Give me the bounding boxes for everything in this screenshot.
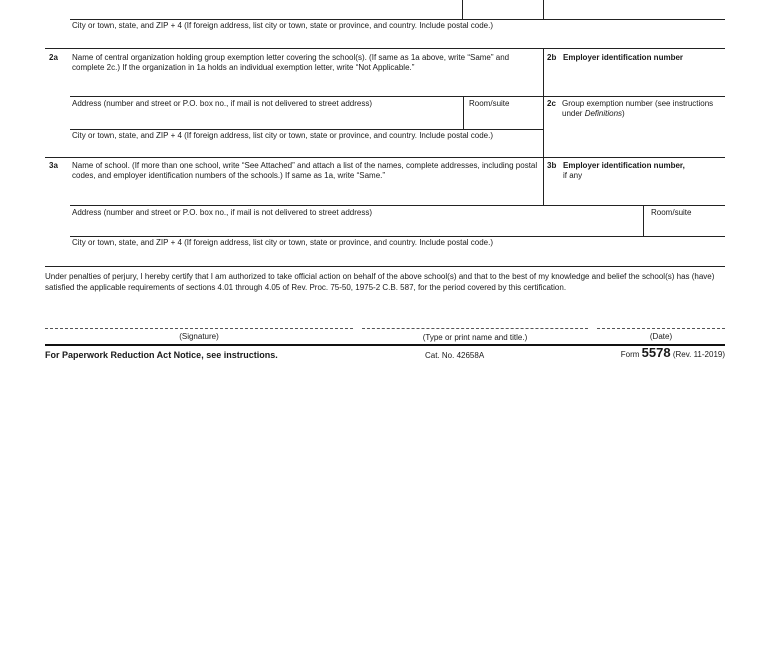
employer-id-field-2b[interactable]: [543, 48, 725, 96]
signature-label: (Signature): [179, 332, 219, 341]
divider: [70, 19, 725, 20]
divider: [45, 266, 725, 267]
divider: [462, 0, 463, 19]
line-2c-label: Group exemption number (see instructions under Definitions): [562, 99, 714, 118]
signature-field[interactable]: [45, 312, 353, 328]
line-3b-sublabel: if any: [563, 171, 583, 180]
line-3b-number: 3b: [547, 161, 557, 170]
line-2c-number: 2c: [547, 99, 556, 108]
line-2a-number: 2a: [49, 53, 58, 62]
name-title-label: (Type or print name and title.): [422, 333, 528, 342]
group-exemption-field-2c[interactable]: [543, 96, 725, 157]
city-field-2[interactable]: [70, 129, 543, 157]
employer-id-field-3b[interactable]: [543, 157, 725, 205]
address-field-2[interactable]: [70, 96, 463, 129]
name-title-field[interactable]: [362, 312, 588, 328]
date-line: [597, 328, 725, 329]
line-2b-label: Employer identification number: [563, 53, 684, 62]
city-field-1[interactable]: [70, 19, 725, 48]
form-identifier: [560, 346, 725, 362]
date-label: (Date): [649, 332, 673, 341]
school-name-field[interactable]: [70, 157, 543, 205]
catalog-number: Cat. No. 42658A: [425, 351, 485, 360]
city-field-3[interactable]: [70, 236, 725, 266]
perjury-certification: Under penalties of perjury, I hereby certify that I am authorized to take official action on behalf of the above school(s) and that to the best of my knowledge and belief the school(s) has (have) satisfied the applicable requirements of sections 4.01 through 4.05 of Rev. Proc. 75-50, 1975-2 C.B. 587, for the period covered by this certification.: [45, 272, 715, 292]
line-3b-label: Employer identification number,: [563, 161, 685, 170]
line-3a-number: 3a: [49, 161, 58, 170]
city-label: City or town, state, and ZIP + 4 (If foreign address, list city or town, state or province, and country. Include postal code.): [72, 131, 494, 140]
address-label: Address (number and street or P.O. box no., if mail is not delivered to street address): [72, 99, 372, 108]
city-label: City or town, state, and ZIP + 4 (If foreign address, list city or town, state or province, and country. Include postal code.): [72, 238, 494, 247]
room-suite-label: Room/suite: [469, 99, 510, 108]
city-label: City or town, state, and ZIP + 4 (If foreign address, list city or town, state or province, and country. Include postal code.): [72, 21, 494, 30]
address-label: Address (number and street or P.O. box no., if mail is not delivered to street address): [72, 208, 372, 217]
divider: [543, 0, 544, 19]
form-number: 5578: [641, 345, 671, 360]
address-field-3[interactable]: [70, 205, 643, 236]
line-3a-label: Name of school. (If more than one school, write “See Attached” and attach a list of the names, complete addresses, including postal codes, and employer identification numbers of the schools.) If same as 1a, write “Same.”: [72, 161, 538, 180]
central-org-name-field[interactable]: [70, 48, 543, 96]
room-suite-label: Room/suite: [651, 208, 692, 217]
signature-line: [45, 328, 353, 329]
room-suite-field-2[interactable]: [463, 96, 543, 129]
paperwork-notice: For Paperwork Reduction Act Notice, see instructions.: [45, 350, 278, 360]
room-suite-field-3[interactable]: [643, 205, 725, 236]
line-2a-label: Name of central organization holding group exemption letter covering the school(s). (If same as 1a above, write “Same” and complete 2c.) If the organization in 1a holds an individual exemption letter, write “Not Applicable.”: [72, 53, 510, 72]
name-title-line: [362, 328, 588, 329]
line-2b-number: 2b: [547, 53, 557, 62]
form-revision: (Rev. 11-2019): [672, 350, 725, 359]
date-field[interactable]: [597, 312, 725, 328]
form-prefix: Form: [620, 350, 640, 359]
